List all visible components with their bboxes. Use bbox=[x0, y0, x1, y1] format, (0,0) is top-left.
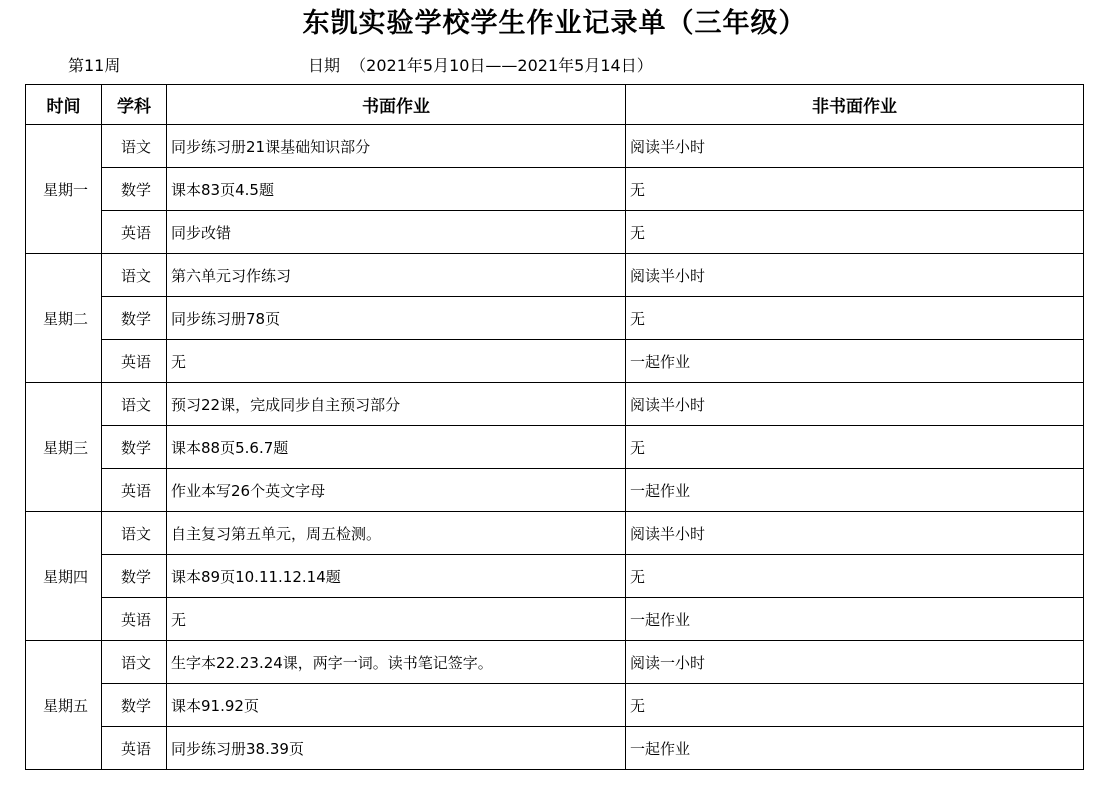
table-header-row bbox=[26, 85, 1084, 125]
day-cell: 星期五 bbox=[26, 641, 102, 770]
written-homework-cell: 同步练习册38.39页 bbox=[167, 727, 626, 770]
written-homework-cell: 作业本写26个英文字母 bbox=[167, 469, 626, 512]
document-title: 东凯实验学校学生作业记录单（三年级） bbox=[302, 8, 807, 39]
written-homework-cell: 无 bbox=[167, 598, 626, 641]
subject-cell: 数学 bbox=[102, 684, 167, 727]
subject-cell: 英语 bbox=[102, 727, 167, 770]
non-written-homework-cell: 阅读半小时 bbox=[626, 383, 1084, 426]
table-row bbox=[26, 426, 1084, 469]
table-row bbox=[26, 383, 1084, 426]
written-homework-cell: 无 bbox=[167, 340, 626, 383]
table-row bbox=[26, 512, 1084, 555]
subject-cell: 语文 bbox=[102, 641, 167, 684]
subject-cell: 数学 bbox=[102, 168, 167, 211]
table-row bbox=[26, 297, 1084, 340]
written-homework-cell: 课本89页10.11.12.14题 bbox=[167, 555, 626, 598]
day-cell: 星期四 bbox=[26, 512, 102, 641]
non-written-homework-cell: 无 bbox=[626, 684, 1084, 727]
written-homework-cell: 课本88页5.6.7题 bbox=[167, 426, 626, 469]
non-written-homework-cell: 阅读一小时 bbox=[626, 641, 1084, 684]
written-homework-cell: 生字本22.23.24课，两字一词。读书笔记签字。 bbox=[167, 641, 626, 684]
written-homework-cell: 第六单元习作练习 bbox=[167, 254, 626, 297]
subject-cell: 英语 bbox=[102, 598, 167, 641]
non-written-homework-cell: 无 bbox=[626, 211, 1084, 254]
table-row bbox=[26, 168, 1084, 211]
written-homework-cell: 同步练习册21课基础知识部分 bbox=[167, 125, 626, 168]
table-row bbox=[26, 469, 1084, 512]
subject-cell: 英语 bbox=[102, 211, 167, 254]
header-written-homework: 书面作业 bbox=[167, 85, 626, 125]
date-range-label: 日期 （2021年5月10日——2021年5月14日） bbox=[308, 56, 653, 75]
subject-cell: 数学 bbox=[102, 297, 167, 340]
written-homework-cell: 课本91.92页 bbox=[167, 684, 626, 727]
subject-cell: 数学 bbox=[102, 555, 167, 598]
subject-cell: 语文 bbox=[102, 254, 167, 297]
week-label: 第11周 bbox=[68, 56, 121, 75]
header-time: 时间 bbox=[26, 85, 102, 125]
subject-cell: 语文 bbox=[102, 383, 167, 426]
table-row bbox=[26, 641, 1084, 684]
written-homework-cell: 课本83页4.5题 bbox=[167, 168, 626, 211]
table-row bbox=[26, 598, 1084, 641]
table-row bbox=[26, 125, 1084, 168]
subject-cell: 数学 bbox=[102, 426, 167, 469]
header-subject: 学科 bbox=[102, 85, 167, 125]
non-written-homework-cell: 一起作业 bbox=[626, 598, 1084, 641]
non-written-homework-cell: 无 bbox=[626, 555, 1084, 598]
non-written-homework-cell: 一起作业 bbox=[626, 469, 1084, 512]
non-written-homework-cell: 阅读半小时 bbox=[626, 125, 1084, 168]
day-cell: 星期二 bbox=[26, 254, 102, 383]
non-written-homework-cell: 阅读半小时 bbox=[626, 512, 1084, 555]
table-row bbox=[26, 727, 1084, 770]
non-written-homework-cell: 一起作业 bbox=[626, 727, 1084, 770]
non-written-homework-cell: 无 bbox=[626, 297, 1084, 340]
day-cell: 星期一 bbox=[26, 125, 102, 254]
non-written-homework-cell: 一起作业 bbox=[626, 340, 1084, 383]
non-written-homework-cell: 阅读半小时 bbox=[626, 254, 1084, 297]
subject-cell: 英语 bbox=[102, 340, 167, 383]
written-homework-cell: 自主复习第五单元，周五检测。 bbox=[167, 512, 626, 555]
table-row bbox=[26, 211, 1084, 254]
subject-cell: 语文 bbox=[102, 512, 167, 555]
table-row bbox=[26, 555, 1084, 598]
homework-table bbox=[25, 84, 1084, 770]
written-homework-cell: 同步练习册78页 bbox=[167, 297, 626, 340]
written-homework-cell: 同步改错 bbox=[167, 211, 626, 254]
non-written-homework-cell: 无 bbox=[626, 168, 1084, 211]
day-cell: 星期三 bbox=[26, 383, 102, 512]
subject-cell: 语文 bbox=[102, 125, 167, 168]
subject-cell: 英语 bbox=[102, 469, 167, 512]
header-non-written-homework: 非书面作业 bbox=[626, 85, 1084, 125]
table-row bbox=[26, 254, 1084, 297]
table-row bbox=[26, 684, 1084, 727]
non-written-homework-cell: 无 bbox=[626, 426, 1084, 469]
table-row bbox=[26, 340, 1084, 383]
written-homework-cell: 预习22课，完成同步自主预习部分 bbox=[167, 383, 626, 426]
